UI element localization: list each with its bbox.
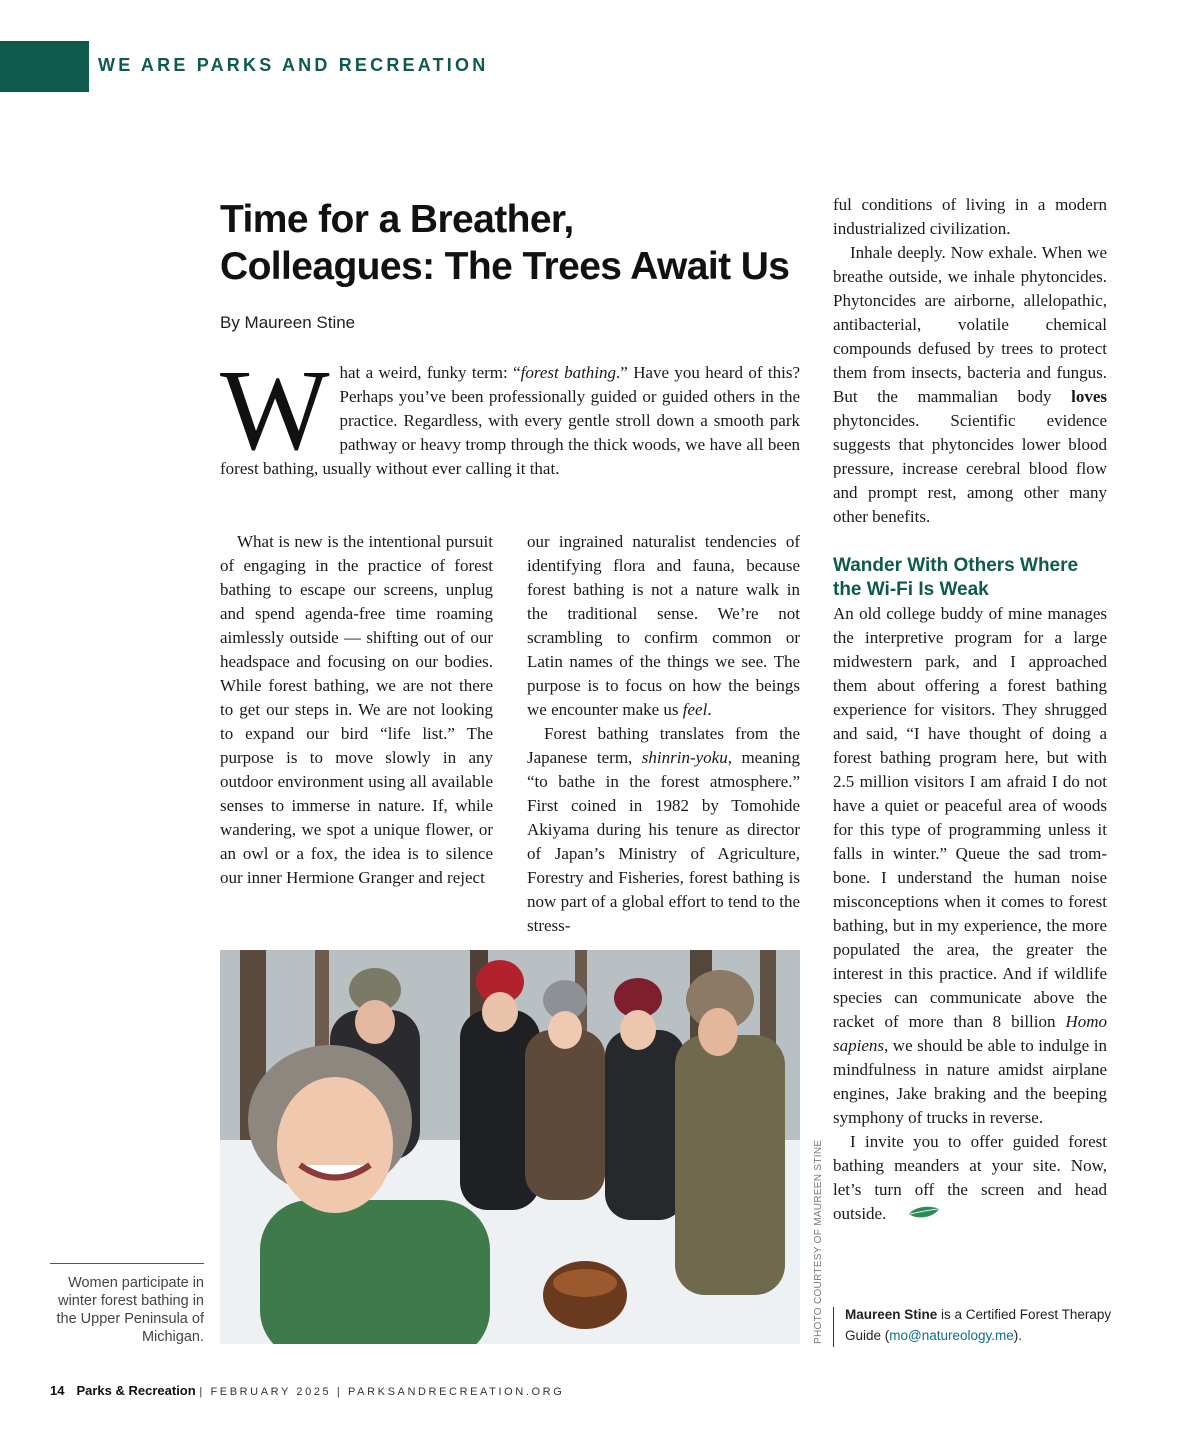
text-run: An old college buddy of mine manages the interpretive program for a large midwestern park, and I approached them about offering a forest bathing experience for visitors. They shrugged and said, “I have thought of doing a forest bathing program here, but with 2.5 million visitors I am afraid I do not have a quiet or peaceful area of woods for this type of programming unless it falls in winter.” Queue the sad trombone. I understand the human noise misconceptions when it comes to forest bathing, but in my experience, the more populated the area, the greater the interest in this practice. And if wildlife species can communicate above the racket of more than 8 billion <box>833 604 1107 1031</box>
paragraph <box>833 1130 1107 1228</box>
paragraph <box>527 722 800 938</box>
photo-credit: PHOTO COURTESY OF MAUREEN STINE <box>813 1139 824 1344</box>
intro-text-1: hat a weird, funky term: “ <box>339 363 521 382</box>
drop-cap: W <box>220 347 330 475</box>
text-run: phytoncides. Scientific evidence suggests that phytoncides lower blood pressure, increase cerebral blood flow and prompt rest, among other many other benefits. <box>833 411 1107 526</box>
title-line-1: Time for a Breather, <box>220 198 574 241</box>
footer-meta: | FEBRUARY 2025 | PARKSANDRECREATION.ORG <box>199 1386 565 1398</box>
magazine-name: Parks & Recreation <box>76 1383 196 1398</box>
author-name: Maureen Stine <box>845 1307 938 1322</box>
paragraph <box>833 602 1107 1130</box>
emphasis: shinrin-yoku <box>641 748 728 767</box>
leaf-end-mark-icon <box>890 1204 941 1228</box>
text-run: I invite you to offer guided forest bathing meanders at your site. Now, let’s turn off the screen and head outside. <box>833 1132 1107 1223</box>
text-run: our ingrained naturalist tendencies of identifying flora and fauna, because forest bathing is not a nature walk in the traditional sense. We’re not scrambling to confirm common or Latin names of the things we see. The purpose is to focus on how the beings we encounter make us <box>527 532 800 719</box>
emphasis: Homo sapiens <box>833 1012 1107 1055</box>
intro-text-2: .” Have you heard of this? Perhaps you’ve been professionally guided or guided others in the practice. Regardless, with every gentle stroll down a smooth park pathway or heavy tromp through the thick woods, we have all been forest bathing, usually without ever calling it that. <box>220 363 801 478</box>
header-color-band <box>0 41 89 92</box>
text-run: . <box>707 700 712 719</box>
caption-rule <box>50 1263 204 1264</box>
article-photo <box>220 950 800 1344</box>
article-title <box>220 196 820 290</box>
subheading: Wander With Others Where the Wi-Fi Is Weak <box>833 555 1079 600</box>
bold-text: loves <box>1071 387 1107 406</box>
text-run: , meaning “to bathe in the forest atmosphere.” First coined in 1982 by Tomohide Akiyama during his tenure as director of Japan’s Ministry of Agriculture, Forestry and Fisheries, forest bathing is now part of a global effort to tend to the stress- <box>527 748 800 935</box>
bio-text-end: ). <box>1013 1328 1023 1343</box>
paragraph: What is new is the intentional pursuit of engaging in the practice of forest bathing to escape our screens, unplug and spend agenda-free time roaming aimlessly outside — shifting out of our headspace and focusing on our bodies. While forest bathing, we are not there to get our steps in. We are not looking to expand our bird “life list.” The purpose is to move slowly in any outdoor environment using all available senses to immerse in nature. If, while wandering, we spot a unique flower, or an owl or a fox, the idea is to silence our inner Hermione Granger and reject <box>220 532 493 887</box>
paragraph <box>527 530 800 722</box>
page-number: 14 <box>50 1383 65 1398</box>
paragraph <box>833 241 1107 529</box>
page-footer <box>50 1383 564 1398</box>
section-label: WE ARE PARKS AND RECREATION <box>98 55 489 75</box>
photo-caption: Women participate in winter forest bathing in the Upper Peninsula of Michigan. <box>56 1275 204 1345</box>
bio-rule <box>833 1307 834 1347</box>
body-column-3 <box>833 193 1107 1228</box>
intro-emphasis: forest bathing <box>520 363 617 382</box>
text-run: Inhale deeply. Now exhale. When we breathe outside, we inhale phytoncides. Phytoncides are airborne, allelopathic, antibacterial, volatile chemical compounds defused by trees to protect them from insects, bacteria and fungus. But the mammalian body <box>833 243 1107 406</box>
byline: By Maureen Stine <box>220 313 356 332</box>
author-bio <box>845 1304 1115 1346</box>
text-run: Forest bathing translates from the Japanese term, <box>527 724 800 767</box>
body-column-2 <box>527 530 800 938</box>
emphasis: feel <box>682 700 708 719</box>
title-line-2: Colleagues: The Trees Await Us <box>220 245 790 288</box>
intro-paragraph <box>220 347 801 481</box>
bio-text: is a Certified Forest Therapy Guide ( <box>845 1307 1112 1343</box>
text-run: , we should be able to indulge in mindfulness in nature amidst airplane engines, Jake braking and the beeping symphony of trucks in reverse. <box>833 1036 1107 1127</box>
body-column-1 <box>220 530 493 890</box>
author-email-link[interactable]: mo@natureology.me <box>889 1328 1014 1343</box>
paragraph: ful conditions of living in a modern industrialized civilization. <box>833 195 1107 238</box>
